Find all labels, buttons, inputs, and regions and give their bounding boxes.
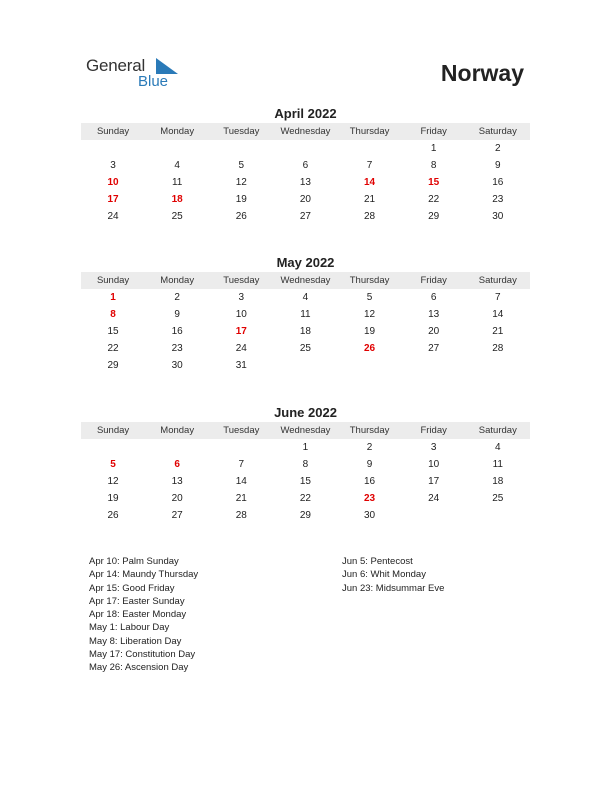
day-cell: 21 <box>364 194 376 205</box>
day-cell: 12 <box>235 177 247 188</box>
day-cell: 6 <box>430 292 437 303</box>
day-cell: 12 <box>364 309 376 320</box>
day-cell: 27 <box>171 510 183 521</box>
day-cell <box>466 357 530 374</box>
day-cell: 10 <box>428 459 440 470</box>
weekday-label: Wednesday <box>280 126 331 137</box>
day-cell: 10 <box>235 309 247 320</box>
day-cell: 19 <box>235 194 247 205</box>
holiday-entry: Jun 6: Whit Monday <box>342 569 426 581</box>
brand-logo <box>86 56 186 96</box>
logo-text-blue: Blue <box>138 73 169 90</box>
holiday-entry: May 17: Constitution Day <box>89 649 196 661</box>
day-cell: 24 <box>107 211 119 222</box>
day-cell: 20 <box>428 326 440 337</box>
day-cell: 23 <box>492 194 504 205</box>
holiday-day-cell: 23 <box>364 493 376 504</box>
day-cell <box>81 140 145 157</box>
day-cell: 23 <box>171 343 183 354</box>
day-cell: 26 <box>235 211 247 222</box>
day-cell: 7 <box>495 292 501 303</box>
weekday-label: Sunday <box>96 126 130 137</box>
day-cell <box>145 140 209 157</box>
day-cell: 8 <box>430 160 437 171</box>
week-row <box>81 340 530 357</box>
day-cell: 16 <box>171 326 183 337</box>
day-cell: 13 <box>428 309 440 320</box>
month-calendar <box>81 255 530 374</box>
logo-text-general: General <box>86 56 146 75</box>
month-calendar <box>81 106 530 225</box>
holiday-entry: May 1: Labour Day <box>89 622 170 634</box>
day-cell: 4 <box>495 442 501 453</box>
weekday-label: Sunday <box>96 275 130 286</box>
week-row <box>81 507 530 524</box>
weekday-label: Saturday <box>478 425 517 436</box>
holiday-day-cell: 17 <box>107 194 119 205</box>
week-row <box>81 439 530 456</box>
day-cell: 21 <box>235 493 247 504</box>
day-cell <box>338 140 402 157</box>
holiday-list-right <box>342 555 444 595</box>
weekday-label: Thursday <box>349 126 390 137</box>
day-cell <box>145 439 209 456</box>
week-row <box>81 473 530 490</box>
day-cell <box>273 357 337 374</box>
weekday-label: Saturday <box>478 275 517 286</box>
holiday-day-cell: 10 <box>107 177 119 188</box>
holiday-day-cell: 1 <box>110 292 116 303</box>
day-cell: 30 <box>171 360 183 371</box>
holiday-day-cell: 26 <box>364 343 376 354</box>
weekday-label: Monday <box>160 275 195 286</box>
day-cell <box>402 357 466 374</box>
day-cell: 2 <box>495 143 501 154</box>
weekday-label: Monday <box>160 425 195 436</box>
week-row <box>81 289 530 306</box>
weekday-header-row <box>81 422 530 439</box>
day-cell: 20 <box>299 194 311 205</box>
day-cell: 31 <box>235 360 247 371</box>
holiday-entry: May 8: Liberation Day <box>89 635 182 647</box>
day-cell: 28 <box>492 343 504 354</box>
day-cell <box>81 439 145 456</box>
day-cell: 24 <box>428 493 440 504</box>
day-cell: 11 <box>492 459 503 470</box>
day-cell: 7 <box>238 459 245 470</box>
weekday-label: Tuesday <box>223 126 260 137</box>
week-row <box>81 490 530 507</box>
week-row <box>81 357 530 374</box>
holiday-day-cell: 15 <box>428 177 440 188</box>
weekday-label: Tuesday <box>223 425 260 436</box>
day-cell: 17 <box>428 476 440 487</box>
day-cell: 3 <box>238 292 245 303</box>
holiday-entry: Apr 14: Maundy Thursday <box>89 569 199 581</box>
weekday-label: Sunday <box>96 425 130 436</box>
day-cell: 22 <box>299 493 311 504</box>
holiday-day-cell: 14 <box>364 177 376 188</box>
weekday-label: Saturday <box>478 126 517 137</box>
weekday-label: Monday <box>160 126 195 137</box>
day-cell: 18 <box>492 476 504 487</box>
day-cell <box>209 140 273 157</box>
holiday-entry: Apr 10: Palm Sunday <box>89 556 179 567</box>
week-row <box>81 157 530 174</box>
weekday-header-row <box>81 272 530 289</box>
weekday-label: Thursday <box>349 425 390 436</box>
holiday-entry: May 26: Ascension Day <box>89 662 189 674</box>
day-cell <box>209 439 273 456</box>
day-cell: 3 <box>110 160 116 171</box>
day-cell: 1 <box>302 442 309 453</box>
day-cell: 13 <box>299 177 311 188</box>
day-cell: 2 <box>366 442 373 453</box>
day-cell: 5 <box>238 160 245 171</box>
day-cell: 24 <box>235 343 247 354</box>
weekday-label: Friday <box>420 275 447 286</box>
day-cell: 12 <box>107 476 119 487</box>
holiday-entry: Apr 17: Easter Sunday <box>89 595 185 607</box>
day-cell: 13 <box>171 476 183 487</box>
day-cell: 29 <box>107 360 119 371</box>
day-cell: 25 <box>299 343 311 354</box>
holiday-entry: Apr 18: Easter Monday <box>89 609 187 621</box>
day-cell: 14 <box>492 309 504 320</box>
day-cell: 15 <box>107 326 119 337</box>
weekday-label: Tuesday <box>223 275 260 286</box>
day-cell: 4 <box>302 292 309 303</box>
day-cell: 11 <box>171 177 183 188</box>
day-cell: 6 <box>302 160 309 171</box>
day-cell <box>466 507 530 524</box>
day-cell <box>338 357 402 374</box>
weekday-label: Wednesday <box>280 425 331 436</box>
day-cell: 19 <box>107 493 119 504</box>
holiday-day-cell: 17 <box>235 326 247 337</box>
week-row <box>81 140 530 157</box>
logo-triangle-icon <box>150 58 178 74</box>
day-cell: 3 <box>430 442 437 453</box>
weekday-label: Wednesday <box>280 275 331 286</box>
week-row <box>81 174 530 191</box>
day-cell: 16 <box>492 177 504 188</box>
day-cell: 2 <box>174 292 180 303</box>
day-cell: 30 <box>364 510 376 521</box>
day-cell: 27 <box>428 343 440 354</box>
country-title: Norway <box>440 60 524 86</box>
day-cell: 9 <box>495 160 501 171</box>
day-cell: 30 <box>492 211 504 222</box>
weekday-label: Friday <box>420 126 447 137</box>
day-cell: 5 <box>366 292 373 303</box>
holiday-day-cell: 18 <box>171 194 183 205</box>
day-cell: 19 <box>364 326 376 337</box>
day-cell: 29 <box>428 211 440 222</box>
day-cell: 25 <box>171 211 183 222</box>
day-cell: 9 <box>174 309 180 320</box>
day-cell: 26 <box>107 510 119 521</box>
day-cell: 28 <box>235 510 247 521</box>
day-cell: 8 <box>302 459 309 470</box>
day-cell: 4 <box>174 160 180 171</box>
holiday-day-cell: 8 <box>110 309 116 320</box>
holiday-day-cell: 6 <box>174 459 180 470</box>
day-cell: 21 <box>492 326 504 337</box>
week-row <box>81 306 530 323</box>
day-cell: 22 <box>107 343 119 354</box>
week-row <box>81 323 530 340</box>
holiday-list-left <box>89 555 198 675</box>
month-title: June 2022 <box>274 405 337 420</box>
day-cell: 22 <box>428 194 440 205</box>
day-cell: 7 <box>366 160 373 171</box>
day-cell: 1 <box>430 143 437 154</box>
day-cell: 29 <box>299 510 311 521</box>
day-cell: 16 <box>364 476 376 487</box>
day-cell <box>273 140 337 157</box>
day-cell: 18 <box>299 326 311 337</box>
month-calendar <box>81 405 530 524</box>
day-cell: 28 <box>364 211 376 222</box>
weekday-header-row <box>81 123 530 140</box>
day-cell: 11 <box>300 309 311 320</box>
holiday-entry: Apr 15: Good Friday <box>89 582 175 594</box>
day-cell <box>402 507 466 524</box>
day-cell: 27 <box>299 211 311 222</box>
week-row <box>81 191 530 208</box>
weekday-label: Thursday <box>349 275 390 286</box>
day-cell: 14 <box>235 476 247 487</box>
day-cell: 9 <box>366 459 373 470</box>
holiday-entry: Jun 5: Pentecost <box>342 556 413 567</box>
weekday-label: Friday <box>420 425 447 436</box>
month-title: May 2022 <box>276 255 335 270</box>
holiday-day-cell: 5 <box>110 459 116 470</box>
day-cell: 15 <box>299 476 311 487</box>
day-cell: 25 <box>492 493 504 504</box>
week-row <box>81 456 530 473</box>
holiday-entry: Jun 23: Midsummar Eve <box>342 582 445 594</box>
day-cell: 20 <box>171 493 183 504</box>
week-row <box>81 208 530 225</box>
month-title: April 2022 <box>274 106 337 121</box>
